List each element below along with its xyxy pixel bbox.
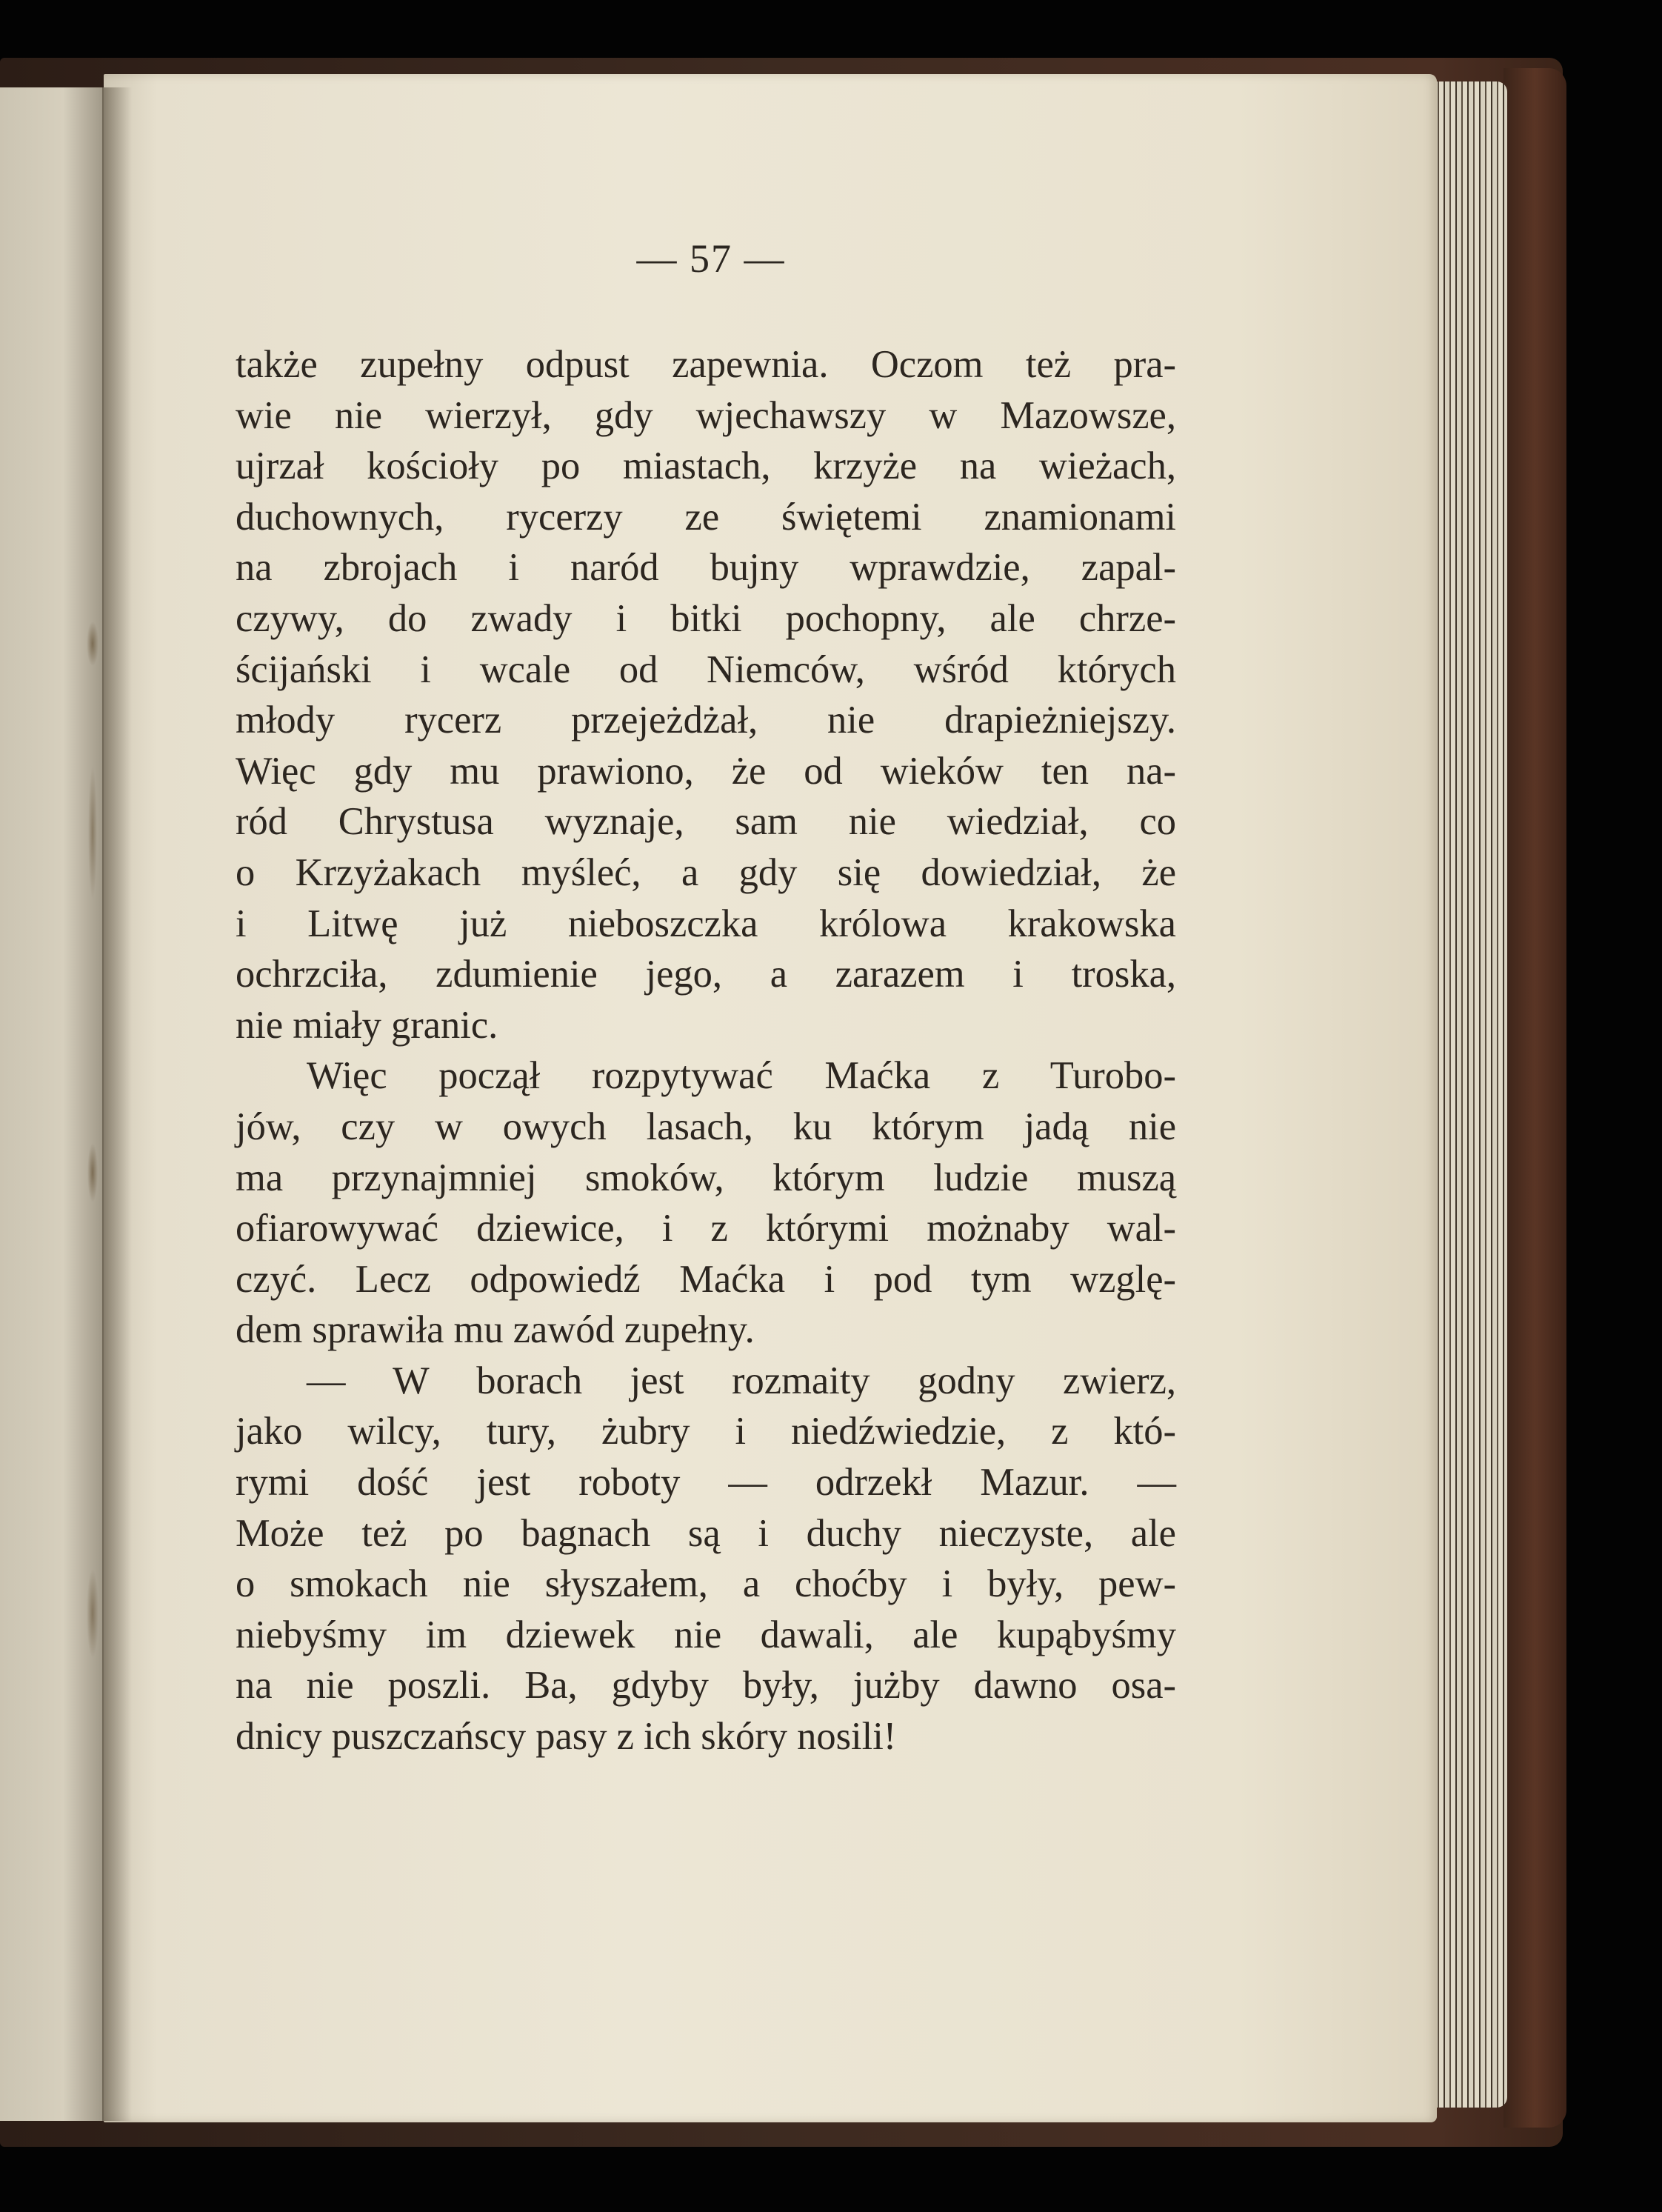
text-line: ochrzciła, zdumienie jego, a zarazem i troska,: [236, 953, 1176, 996]
text-line: Może też po bagnach są i duchy nieczyste, ale: [236, 1511, 1176, 1555]
text-line: młody rycerz przejeżdżał, nie drapieżniejszy.: [236, 699, 1176, 742]
page-edges: [1433, 81, 1507, 2108]
left-page-edge: [0, 87, 107, 2121]
text-line: — W borach jest rozmaity godny zwierz,: [307, 1359, 1176, 1402]
text-line: o Krzyżakach myśleć, a gdy się dowiedział, że: [236, 850, 1176, 894]
text-line: dnicy puszczańscy pasy z ich skóry nosili!: [236, 1715, 897, 1759]
text-line: dem sprawiła mu zawód zupełny.: [236, 1308, 755, 1352]
page-text: [236, 339, 1176, 1762]
text-line: jako wilcy, tury, żubry i niedźwiedzie, z któ-: [236, 1410, 1176, 1453]
text-line: jów, czy w owych lasach, ku którym jadą nie: [236, 1105, 1176, 1148]
text-line: ma przynajmniej smoków, którym ludzie muszą: [236, 1156, 1176, 1199]
text-line: Więc gdy mu prawiono, że od wieków ten na-: [236, 749, 1176, 793]
page-gutter-shadow: [102, 87, 132, 2121]
text-line: także zupełny odpust zapewnia. Oczom też pra-: [236, 343, 1176, 386]
left-page-stains: [83, 606, 102, 1865]
text-line: na nie poszli. Ba, gdyby były, jużby dawno osa-: [236, 1664, 1176, 1708]
book-spine: [1504, 68, 1566, 2128]
text-line: o smokach nie słyszałem, a choćby i były, pew-: [236, 1562, 1176, 1606]
text-line: nie miały granic.: [236, 1003, 498, 1047]
text-line: na zbrojach i naród bujny wprawdzie, zapal-: [236, 546, 1176, 590]
text-line: duchownych, rycerzy ze świętemi znamionami: [236, 495, 1176, 539]
text-line: czywy, do zwady i bitki pochopny, ale chrze-: [236, 596, 1176, 640]
text-line: wie nie wierzył, gdy wjechawszy w Mazowsze,: [236, 393, 1176, 437]
text-line: niebyśmy im dziewek nie dawali, ale kupąbyśmy: [236, 1613, 1176, 1656]
text-line: rymi dość jest roboty — odrzekł Mazur. —: [236, 1461, 1176, 1505]
text-line: ścijański i wcale od Niemców, wśród których: [236, 647, 1176, 691]
text-line: ród Chrystusa wyznaje, sam nie wiedział, co: [236, 800, 1176, 844]
page-number: — 57 —: [636, 236, 786, 281]
text-line: Więc począł rozpytywać Maćka z Turobo-: [307, 1054, 1176, 1098]
text-line: ujrzał kościoły po miastach, krzyże na wieżach,: [236, 444, 1176, 488]
text-line: czyć. Lecz odpowiedź Maćka i pod tym wzglę-: [236, 1257, 1176, 1301]
text-line: ofiarowywać dziewice, i z którymi możnaby wal-: [236, 1207, 1176, 1250]
text-line: i Litwę już nieboszczka królowa krakowska: [236, 902, 1176, 945]
